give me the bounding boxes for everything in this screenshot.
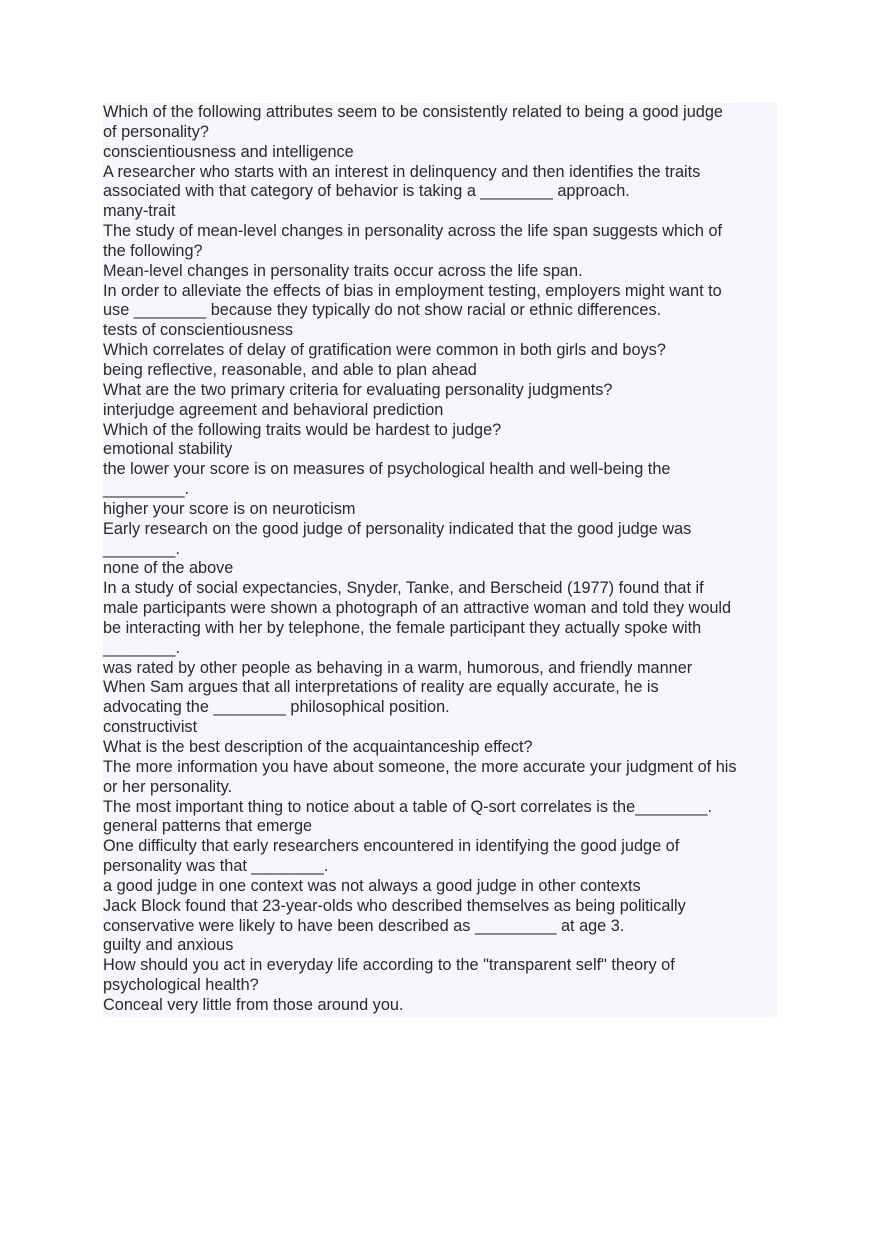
text-line: was rated by other people as behaving in a warm, humorous, and friendly manner bbox=[103, 658, 693, 677]
text-line: guilty and anxious bbox=[103, 936, 234, 955]
text-line: none of the above bbox=[103, 559, 234, 578]
text-line: or her personality. bbox=[103, 777, 233, 796]
text-line: interjudge agreement and behavioral prediction bbox=[103, 400, 444, 419]
document-text-block bbox=[103, 103, 777, 1018]
text-line: How should you act in everyday life according to the "transparent self" theory of bbox=[103, 956, 675, 975]
text-line: the following? bbox=[103, 241, 203, 260]
text-line: the lower your score is on measures of psychological health and well-being the bbox=[103, 460, 671, 479]
text-line: What is the best description of the acquaintanceship effect? bbox=[103, 738, 533, 756]
text-line: The more information you have about someone, the more accurate your judgment of his bbox=[103, 757, 737, 776]
text-line: of personality? bbox=[103, 122, 209, 141]
text-line: Jack Block found that 23-year-olds who described themselves as being politically bbox=[103, 896, 686, 915]
text-line: a good judge in one context was not always a good judge in other contexts bbox=[103, 876, 641, 895]
text-line: conservative were likely to have been described as _________ at age 3. bbox=[103, 916, 625, 935]
text-line: In order to alleviate the effects of bias in employment testing, employers might want to bbox=[103, 281, 722, 300]
text-line: A researcher who starts with an interest in delinquency and then identifies the traits bbox=[103, 162, 701, 181]
text-line: male participants were shown a photograph of an attractive woman and told they would bbox=[103, 599, 732, 618]
text-line: Early research on the good judge of personality indicated that the good judge was bbox=[103, 519, 692, 538]
text-line: general patterns that emerge bbox=[103, 817, 313, 836]
text-line: In a study of social expectancies, Snyder, Tanke, and Berscheid (1977) found that if bbox=[103, 579, 704, 598]
text-line: many-trait bbox=[103, 202, 176, 221]
text-line: Which of the following traits would be hardest to judge? bbox=[103, 420, 502, 439]
text-line: Which correlates of delay of gratification were common in both girls and boys? bbox=[103, 341, 666, 360]
text-line: _________. bbox=[103, 480, 190, 499]
text-line: tests of conscientiousness bbox=[103, 321, 294, 340]
text-line: being reflective, reasonable, and able to plan ahead bbox=[103, 360, 477, 379]
text-line: Mean-level changes in personality traits occur across the life span. bbox=[103, 261, 583, 280]
text-line: Conceal very little from those around you. bbox=[103, 995, 404, 1014]
text-line: The most important thing to notice about a table of Q-sort correlates is the________. bbox=[103, 797, 713, 816]
text-line: advocating the ________ philosophical position. bbox=[103, 698, 450, 717]
text-line: When Sam argues that all interpretations of reality are equally accurate, he is bbox=[103, 678, 659, 697]
text-line: One difficulty that early researchers encountered in identifying the good judge of bbox=[103, 837, 680, 856]
text-line: ________. bbox=[103, 539, 180, 558]
text-line: higher your score is on neuroticism bbox=[103, 499, 356, 518]
text-line: associated with that category of behavior is taking a ________ approach. bbox=[103, 182, 630, 201]
text-line: use ________ because they typically do not show racial or ethnic differences. bbox=[103, 301, 662, 320]
text-line: emotional stability bbox=[103, 440, 233, 459]
text-line: personality was that ________. bbox=[103, 857, 329, 876]
text-line: constructivist bbox=[103, 718, 198, 737]
text-line: The study of mean-level changes in personality across the life span suggests which of bbox=[103, 222, 723, 241]
text-line: Which of the following attributes seem to be consistently related to being a good judge bbox=[103, 103, 723, 121]
text-line: ________. bbox=[103, 638, 180, 657]
text-line: be interacting with her by telephone, the female participant they actually spoke with bbox=[103, 618, 702, 637]
text-line: psychological health? bbox=[103, 976, 259, 995]
text-line: What are the two primary criteria for evaluating personality judgments? bbox=[103, 380, 613, 399]
text-line: conscientiousness and intelligence bbox=[103, 142, 354, 161]
